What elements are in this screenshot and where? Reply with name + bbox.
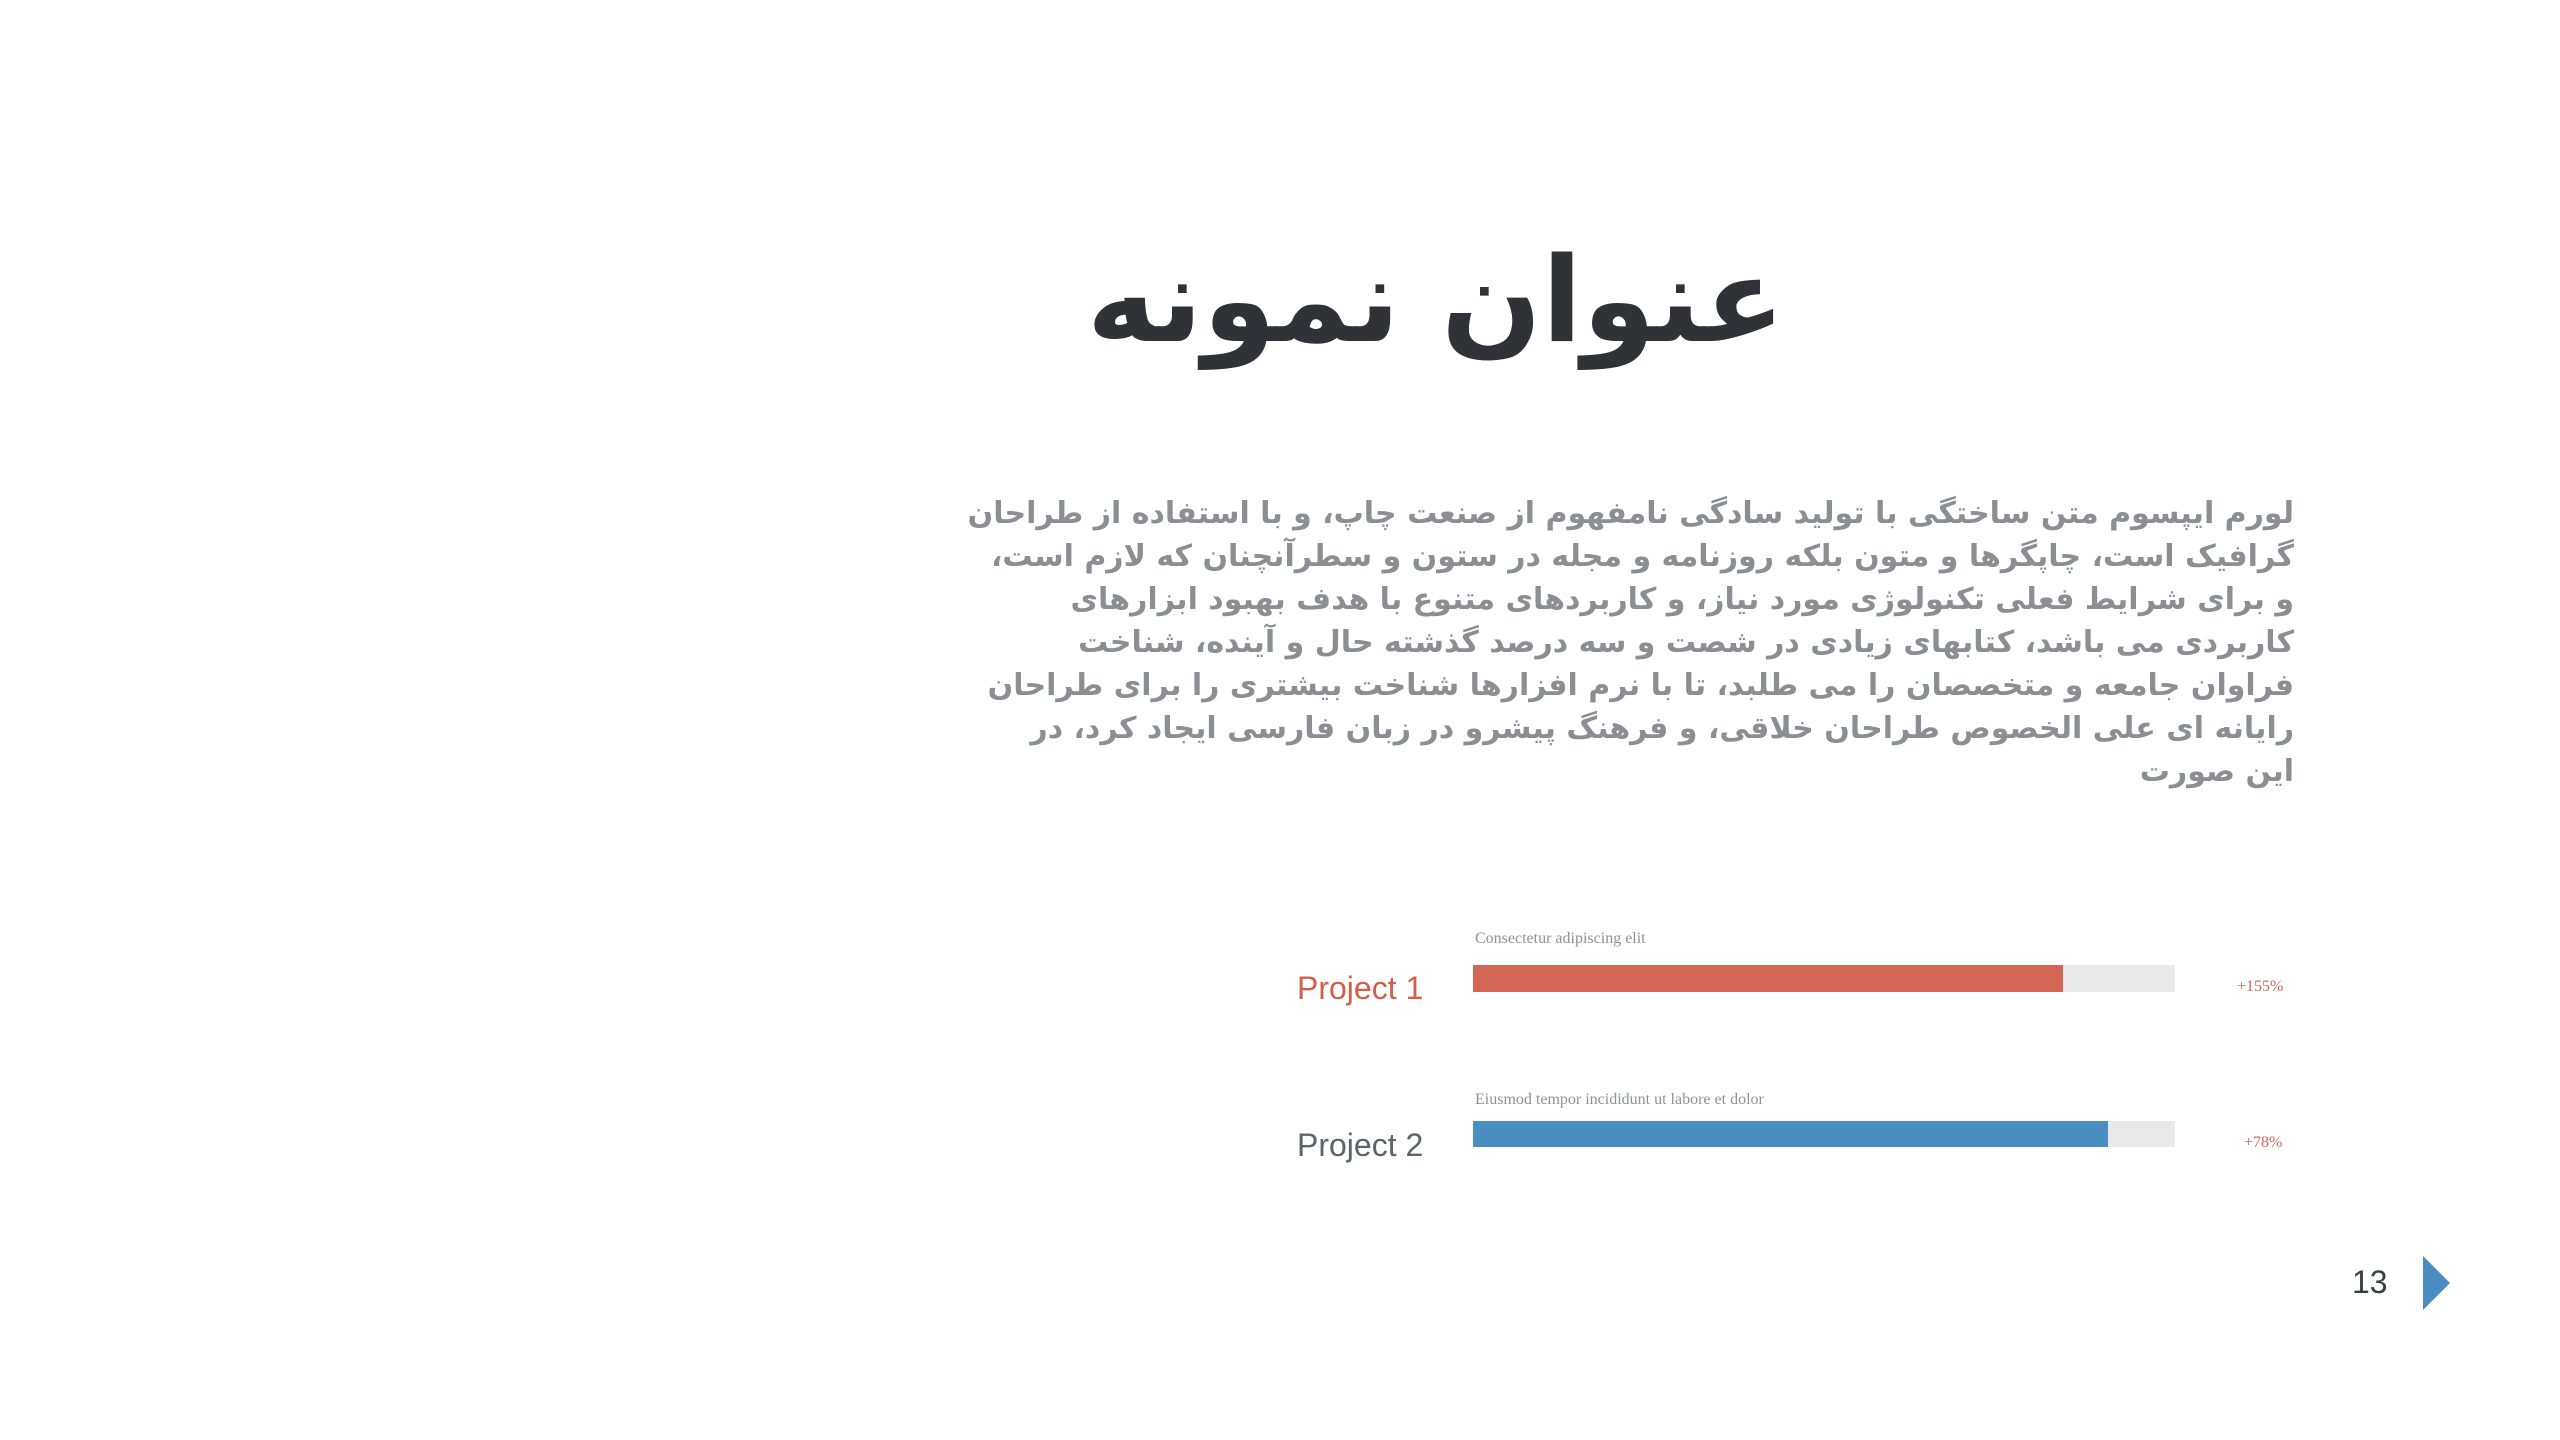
page-number: 13 xyxy=(2352,1264,2388,1300)
body-line-text: این صورت xyxy=(2139,754,2294,789)
next-slide-triangle-icon[interactable] xyxy=(2423,1256,2450,1310)
body-line xyxy=(990,535,2294,578)
body-line-text: فراوان جامعه و متخصصان را می طلبد، تا با نرم افزارها شناخت بیشتری را برای طراحان xyxy=(987,668,2294,703)
project-2-progress-track xyxy=(1473,1121,2175,1147)
project-1-label: Project 1 xyxy=(1297,970,1424,1006)
project-1-progress-fill xyxy=(1473,965,2063,992)
body-line xyxy=(1078,621,2294,664)
slide-title: عنوان نمونه xyxy=(1086,231,1785,369)
project-2-progress-fill xyxy=(1473,1121,2108,1147)
body-line-text: و برای شرایط فعلی تکنولوژی مورد نیاز، و کاربردهای متنوع با هدف بهبود ابزارهای xyxy=(1070,582,2294,617)
project-2-percent: +78% xyxy=(2244,1134,2283,1151)
body-line xyxy=(1030,707,2294,750)
project-1-progress-track xyxy=(1473,965,2175,992)
body-line xyxy=(1232,750,2294,793)
body-line xyxy=(1070,578,2294,621)
body-line xyxy=(967,492,2294,535)
body-paragraph xyxy=(967,492,2294,793)
body-line-text: کاربردی می باشد، کتابهای زیادی در شصت و سه درصد گذشته حال و آینده، شناخت xyxy=(1078,625,2294,660)
project-2-label: Project 2 xyxy=(1297,1127,1424,1163)
body-line-text: گرافیک است، چاپگرها و متون بلکه روزنامه و مجله در ستون و سطرآنچنان که لازم است، xyxy=(990,539,2294,574)
project-1-caption: Consectetur adipiscing elit xyxy=(1475,930,1646,947)
body-line-text: لورم ایپسوم متن ساختگی با تولید سادگی نامفهوم از صنعت چاپ، و با استفاده از طراحان xyxy=(967,496,2294,531)
body-line-text: رایانه ای علی الخصوص طراحان خلاقی، و فرهنگ پیشرو در زبان فارسی ایجاد کرد، در xyxy=(1030,711,2294,746)
project-2-caption: Eiusmod tempor incididunt ut labore et dolor xyxy=(1475,1091,1764,1108)
project-1-percent: +155% xyxy=(2237,978,2284,995)
body-line xyxy=(987,664,2294,707)
